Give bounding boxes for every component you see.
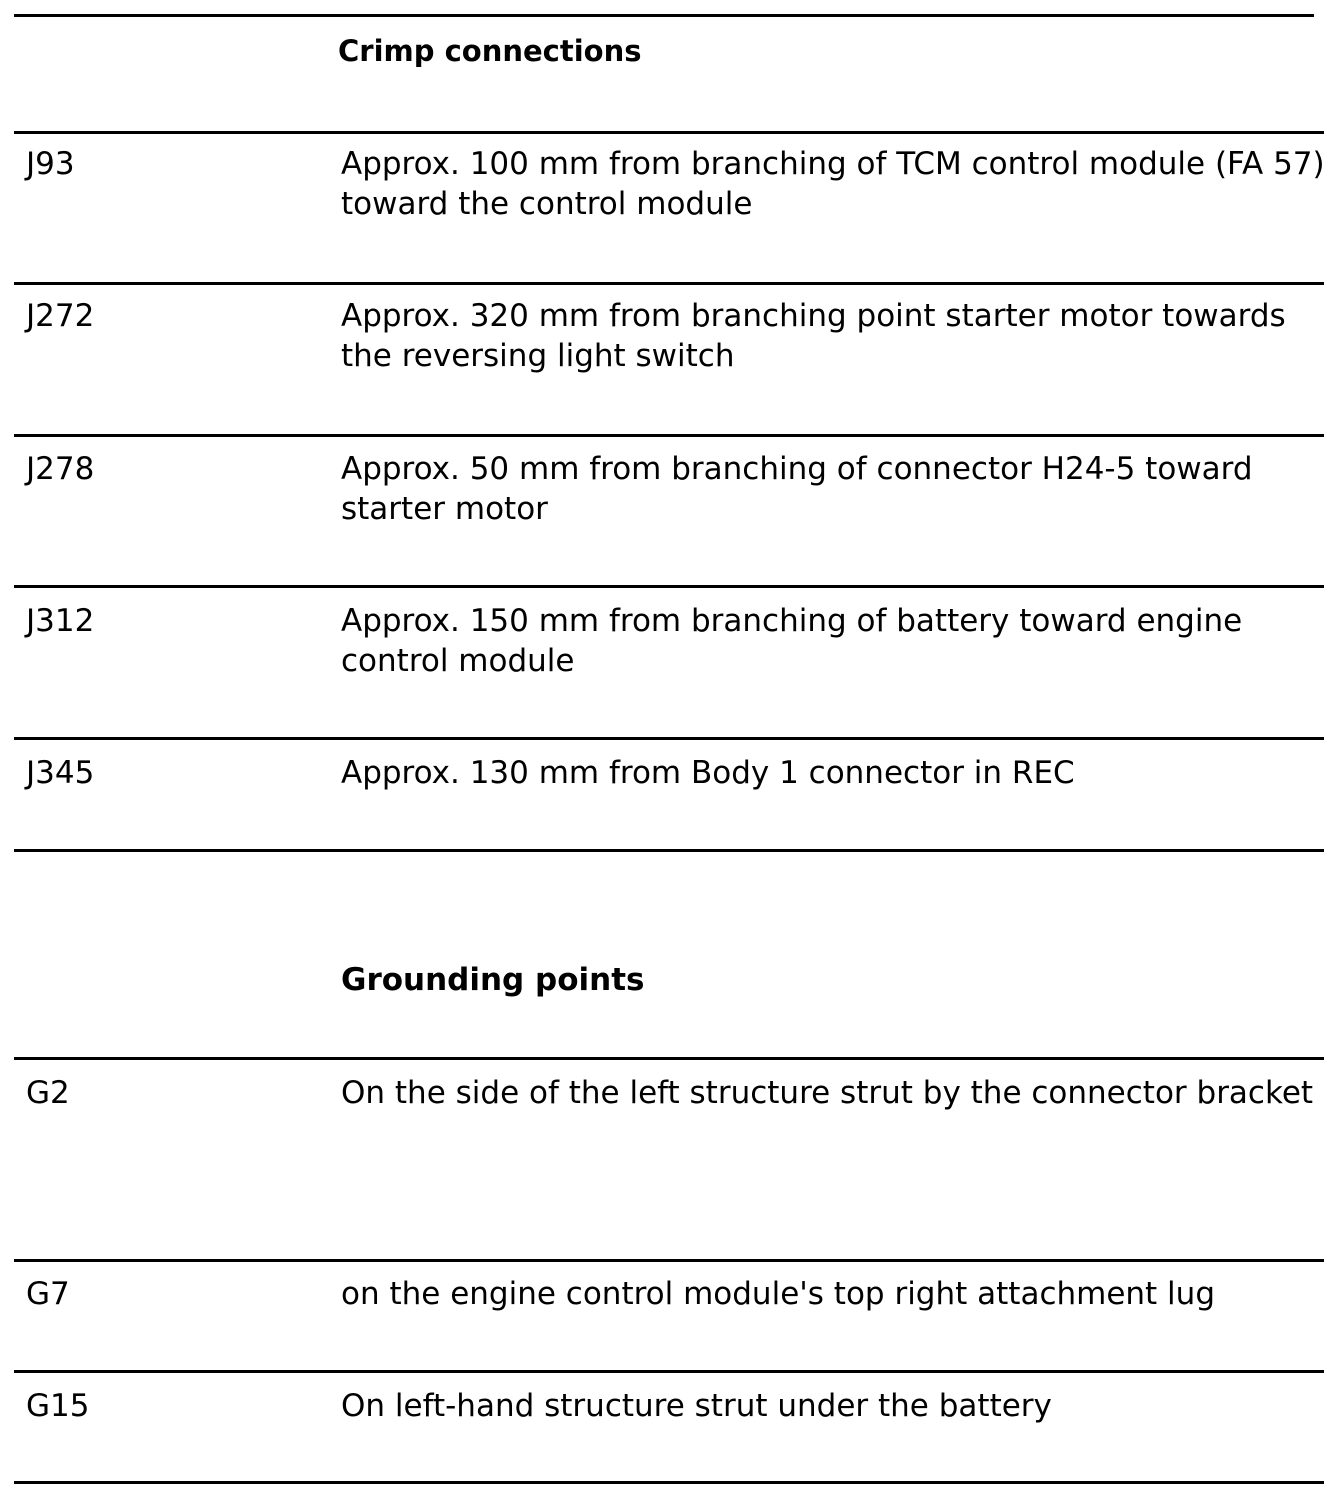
- table-bottom-rule: [14, 849, 1324, 852]
- ground-description-g2: On the side of the left structure strut by the connector bracket: [341, 1075, 1314, 1111]
- crimp-code-j312: J312: [26, 603, 95, 639]
- table-row-divider: [14, 737, 1324, 740]
- crimp-description-j272: Approx. 320 mm from branching point starter motor towards the reversing light switch: [341, 298, 1286, 374]
- table-bottom-rule: [14, 1481, 1324, 1484]
- table-row-divider: [14, 1370, 1324, 1373]
- crimp-description-j278: Approx. 50 mm from branching of connector H24-5 toward starter motor: [341, 451, 1253, 527]
- crimp-description-j312: Approx. 150 mm from branching of battery toward engine control module: [341, 603, 1243, 679]
- ground-code-g15: G15: [26, 1388, 90, 1424]
- table-row-divider: [14, 585, 1324, 588]
- crimp-code-j93: J93: [26, 146, 75, 182]
- crimp-description-j345: Approx. 130 mm from Body 1 connector in REC: [341, 755, 1075, 791]
- crimp-code-j278: J278: [26, 451, 95, 487]
- ground-description-g7: on the engine control module's top right attachment lug: [341, 1276, 1215, 1312]
- crimp-code-j272: J272: [26, 298, 95, 334]
- ground-code-g7: G7: [26, 1276, 70, 1312]
- top-rule: [14, 14, 1314, 17]
- table-row-divider: [14, 1259, 1324, 1262]
- table-row-divider: [14, 282, 1324, 285]
- table-row-divider: [14, 434, 1324, 437]
- section-heading-crimp-connections: Crimp connections: [338, 34, 642, 68]
- crimp-code-j345: J345: [26, 755, 95, 791]
- ground-code-g2: G2: [26, 1075, 70, 1111]
- table-row-divider: [14, 1057, 1324, 1060]
- ground-description-g15: On left-hand structure strut under the battery: [341, 1388, 1052, 1424]
- section-heading-grounding-points: Grounding points: [341, 962, 645, 998]
- table-row-divider: [14, 131, 1324, 134]
- crimp-description-j93: Approx. 100 mm from branching of TCM control module (FA 57) toward the control module: [341, 146, 1325, 222]
